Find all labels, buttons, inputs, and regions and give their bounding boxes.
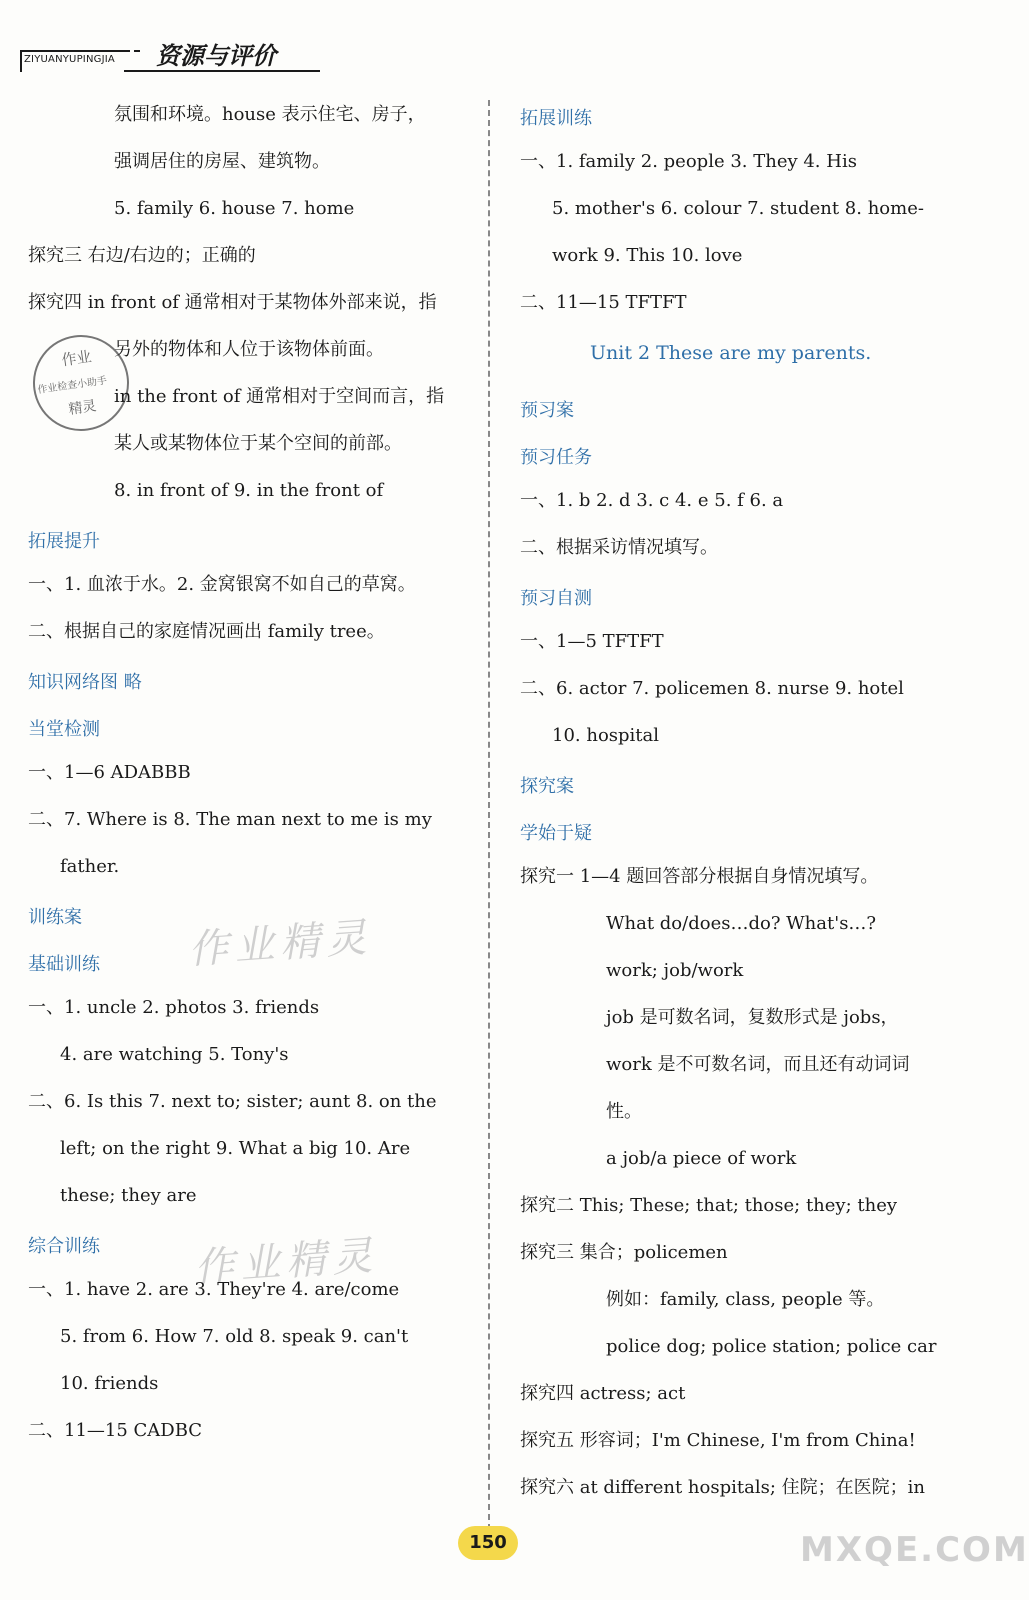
- answer-line: 某人或某物体位于某个空间的前部。: [114, 433, 402, 454]
- answer-line: 一、1. have 2. are 3. They're 4. are/come: [28, 1279, 400, 1300]
- answer-line: work 是不可数名词，而且还有动词词: [606, 1054, 910, 1075]
- watermark-2: 作业精灵: [192, 1232, 380, 1292]
- section-heading: 综合训练: [28, 1236, 100, 1257]
- answer-line: 一、1—6 ADABBB: [28, 762, 191, 783]
- answer-line: 另外的物体和人位于该物体前面。: [114, 339, 384, 360]
- answer-line: 5. from 6. How 7. old 8. speak 9. can't: [60, 1326, 409, 1347]
- section-heading: 预习任务: [520, 447, 592, 468]
- answer-line: 探究一 1—4 题回答部分根据自身情况填写。: [520, 866, 879, 887]
- answer-line: 探究五 形容词；I'm Chinese, I'm from China!: [520, 1430, 916, 1451]
- header-pinyin: ZIYUANYUPINGJIA: [24, 54, 115, 65]
- answer-line: 5. mother's 6. colour 7. student 8. home-: [552, 198, 924, 219]
- answer-line: 二、11—15 CADBC: [28, 1420, 203, 1441]
- answer-line: 探究四 in front of 通常相对于某物体外部来说，指: [28, 292, 437, 313]
- section-heading: 拓展训练: [520, 108, 592, 129]
- answer-line: 二、6. Is this 7. next to; sister; aunt 8. on the: [28, 1091, 437, 1112]
- answer-line: 例如：family, class, people 等。: [606, 1289, 885, 1310]
- answer-line: 性。: [606, 1101, 642, 1122]
- answer-line: 探究二 This; These; that; those; they; they: [520, 1195, 898, 1216]
- corner-watermark: MXQE.COM: [800, 1530, 1029, 1570]
- answer-line: 10. hospital: [552, 725, 660, 746]
- answer-line: 氛围和环境。house 表示住宅、房子，: [114, 104, 426, 125]
- section-heading: 基础训练: [28, 954, 100, 975]
- logo-dash: [124, 50, 140, 52]
- answer-line: father.: [60, 856, 120, 877]
- answer-line: 5. family 6. house 7. home: [114, 198, 355, 219]
- answer-line: 探究三 集合；policemen: [520, 1242, 728, 1263]
- watermark-1: 作业精灵: [186, 914, 374, 974]
- stamp-mid-text: 作业检查小助手: [36, 375, 108, 397]
- answer-line: police dog; police station; police car: [606, 1336, 937, 1357]
- header-underline: [124, 70, 320, 72]
- answer-line: in the front of 通常相对于空间而言，指: [114, 386, 445, 407]
- stamp-top-text: 作业: [60, 347, 93, 370]
- answer-line: 4. are watching 5. Tony's: [60, 1044, 289, 1065]
- answer-line: 探究四 actress; act: [520, 1383, 686, 1404]
- answer-line: 探究三 右边/右边的；正确的: [28, 245, 256, 266]
- answer-line: 一、1. b 2. d 3. c 4. e 5. f 6. a: [520, 490, 784, 511]
- answer-line: 8. in front of 9. in the front of: [114, 480, 384, 501]
- answer-line: What do/does…do? What's…?: [606, 913, 877, 934]
- page-header: [20, 28, 300, 76]
- answer-line: 强调居住的房屋、建筑物。: [114, 151, 330, 172]
- header-title: 资源与评价: [156, 42, 276, 70]
- section-heading: 知识网络图 略: [28, 672, 142, 693]
- answer-line: a job/a piece of work: [606, 1148, 797, 1169]
- answer-line: 二、根据自己的家庭情况画出 family tree。: [28, 621, 385, 642]
- section-heading: 拓展提升: [28, 531, 100, 552]
- section-heading: 训练案: [28, 907, 82, 928]
- answer-line: these; they are: [60, 1185, 197, 1206]
- answer-line: 二、根据采访情况填写。: [520, 537, 718, 558]
- answer-line: job 是可数名词，复数形式是 jobs，: [606, 1007, 899, 1028]
- answer-line: work 9. This 10. love: [552, 245, 743, 266]
- answer-line: 一、1. uncle 2. photos 3. friends: [28, 997, 320, 1018]
- page-number: 150: [458, 1526, 518, 1560]
- section-heading: 当堂检测: [28, 719, 100, 740]
- answer-line: 一、1—5 TFTFT: [520, 631, 664, 652]
- answer-line: 二、6. actor 7. policemen 8. nurse 9. hotel: [520, 678, 904, 699]
- answer-line: 一、1. family 2. people 3. They 4. His: [520, 151, 857, 172]
- section-heading: 预习自测: [520, 588, 592, 609]
- answer-line: 二、7. Where is 8. The man next to me is my: [28, 809, 432, 830]
- answer-line: 探究六 at different hospitals; 住院；在医院；in: [520, 1477, 925, 1498]
- section-heading: 学始于疑: [520, 823, 592, 844]
- section-heading: 预习案: [520, 400, 574, 421]
- answer-line: 10. friends: [60, 1373, 159, 1394]
- answer-line: 一、1. 血浓于水。2. 金窝银窝不如自己的草窝。: [28, 574, 416, 595]
- answer-line: left; on the right 9. What a big 10. Are: [60, 1138, 411, 1159]
- answer-line: 二、11—15 TFTFT: [520, 292, 687, 313]
- answer-line: work; job/work: [606, 960, 744, 981]
- column-divider: [488, 100, 490, 1530]
- unit-title: Unit 2 These are my parents.: [590, 342, 872, 364]
- section-heading: 探究案: [520, 776, 574, 797]
- stamp-bottom-text: 精灵: [67, 398, 98, 418]
